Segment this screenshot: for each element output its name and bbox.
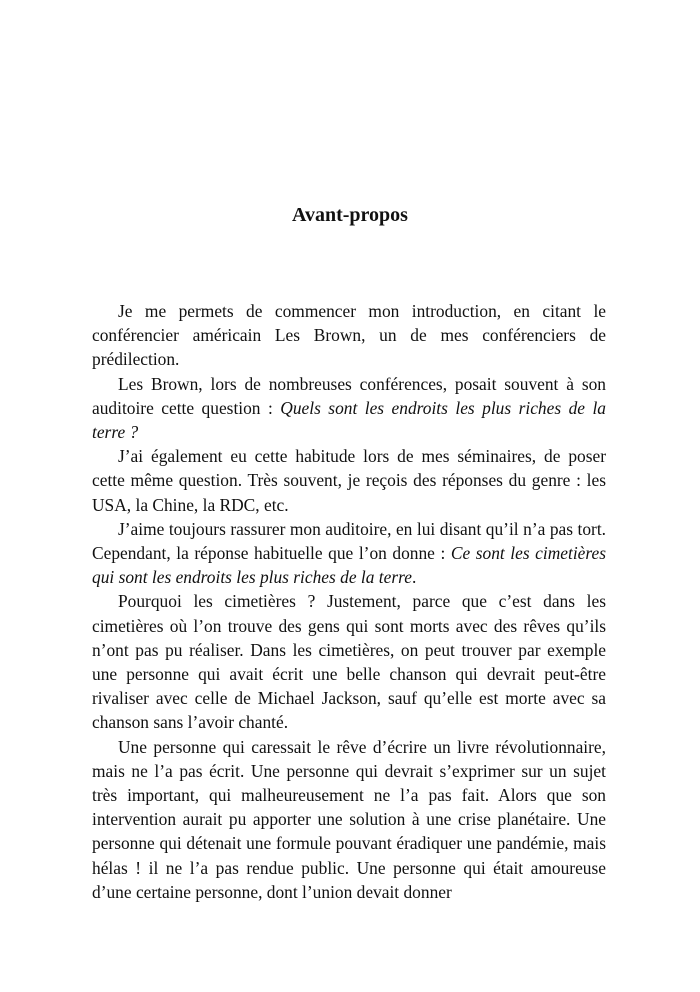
paragraph xyxy=(92,299,606,372)
paragraph xyxy=(92,735,606,904)
page-title: Avant-propos xyxy=(292,204,408,226)
paragraph-text: J’aime toujours rassurer mon auditoire, en lui disant qu’il n’a pas tort. Cependant, la réponse habituelle que l’on donne : xyxy=(92,518,606,564)
body-text xyxy=(92,299,606,904)
paragraph-text-end: . xyxy=(411,567,417,588)
paragraph-text: Les Brown, lors de nombreuses conférences, posait souvent à son auditoire cette question : xyxy=(92,373,606,418)
paragraph xyxy=(92,517,606,590)
paragraph xyxy=(92,444,606,517)
paragraph-italic-text: Ce sont les cimetières qui sont les endroits les plus riches de la terre xyxy=(92,543,606,588)
paragraph-text: Une personne qui caressait le rêve d’écrire un livre révolutionnaire, mais ne l’a pas écrit. Une personne qui devrait s’exprimer sur un sujet très important, qui malheureusement ne l’a pas fait. Alors que son intervention aurait pu apporter une solution à une crise planétaire. Une personne qui détenait une formule pouvant éradiquer une pandémie, mais hélas ! il ne l’a pas rendue public. Une personne qui était amoureuse d’une certaine personne, dont l’union devait donner xyxy=(92,736,606,902)
paragraph-text: Je me permets de commencer mon introduction, en citant le conférencier américain Les Brown, un de mes conférenciers de prédilection. xyxy=(92,301,606,370)
paragraph xyxy=(92,589,606,734)
paragraph-text: Pourquoi les cimetières ? Justement, parce que c’est dans les cimetières où l’on trouve des gens qui sont morts avec des rêves qu’ils n’ont pas pu réaliser. Dans les cimetières, on peut trouver par exemple une personne qui avait écrit une belle chanson qui devrait peut-être rivaliser avec celle de Michael Jackson, sauf qu’elle est morte avec sa chanson sans l’avoir chanté. xyxy=(92,591,606,733)
paragraph-text: J’ai également eu cette habitude lors de mes séminaires, de poser cette même question. Très souvent, je reçois des réponses du genre : les USA, la Chine, la RDC, etc. xyxy=(92,446,606,515)
paragraph xyxy=(92,372,606,445)
paragraph-italic-text: Quels sont les endroits les plus riches de la terre ? xyxy=(92,397,606,443)
